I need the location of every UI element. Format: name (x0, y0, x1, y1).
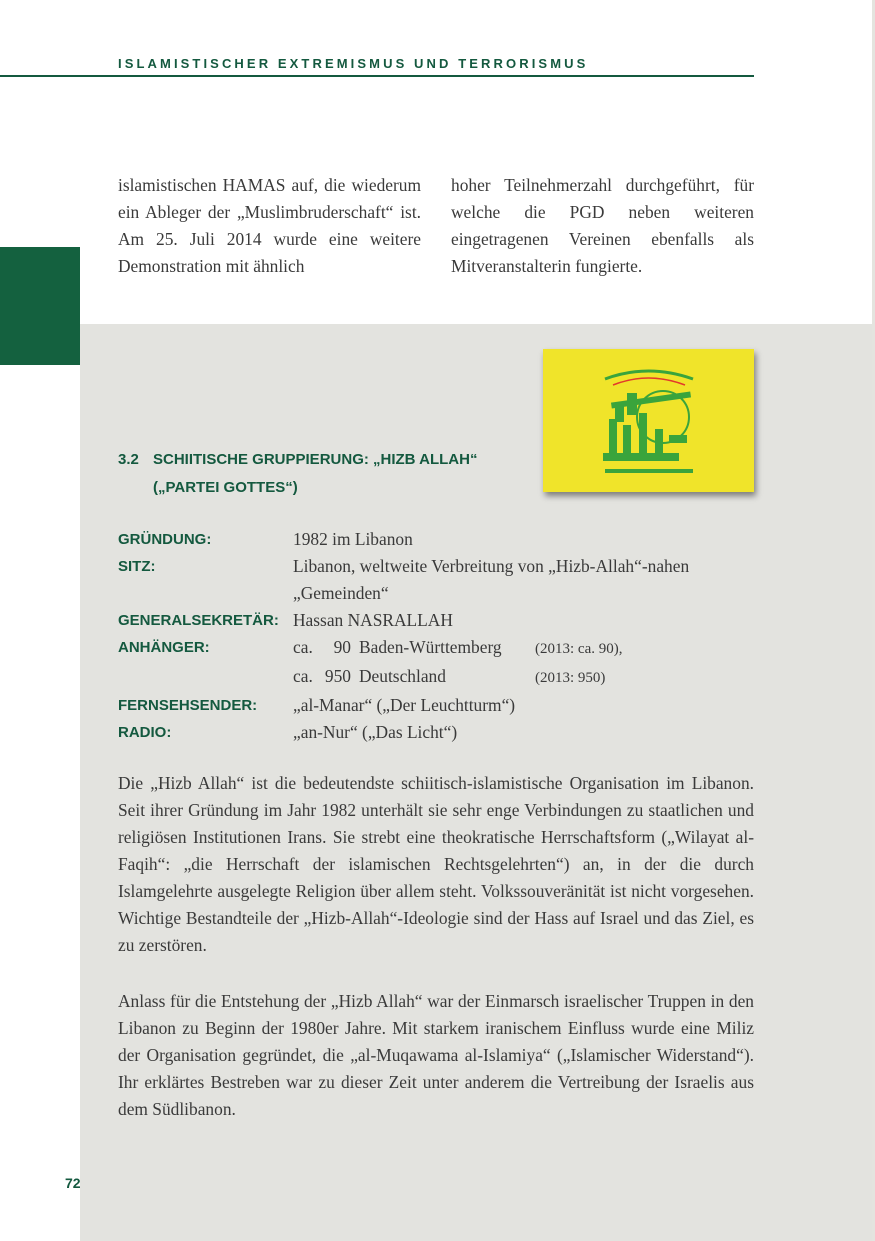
supporters-previous: (2013: ca. 90), (535, 641, 623, 657)
header-divider (0, 75, 754, 77)
seat-label: SITZ: (118, 558, 156, 575)
intro-column-right: hoher Teilnehmerzahl durchgeführt, für welche die PGD neben weiteren eingetragenen Vereinen ebenfalls als Mitveranstalterin fungierte. (451, 175, 754, 276)
tv-value: „al-Manar“ („Der Leuchtturm“) (293, 695, 516, 715)
fact-founding (118, 526, 758, 553)
secretary-label: GENERALSEKRETÄR: (118, 612, 279, 629)
supporters-region: Baden-Württemberg (359, 637, 502, 657)
flag-emblem (543, 349, 754, 492)
supporters-row (293, 663, 758, 692)
fact-tv (118, 692, 758, 719)
seat-value: Libanon, weltweite Verbreitung von „Hizb-Allah“-nahen „Gemeinden“ (293, 556, 690, 603)
fact-secretary (118, 607, 758, 634)
section-number: 3.2 (118, 451, 139, 468)
section-title-line2: („PARTEI GOTTES“) (153, 479, 298, 496)
fact-seat (118, 553, 758, 607)
tv-label: FERNSEHSENDER: (118, 697, 258, 714)
supporters-previous: (2013: 950) (535, 670, 606, 686)
fact-supporters (118, 634, 758, 692)
section-title-line1: SCHIITISCHE GRUPPIERUNG: „HIZB ALLAH“ (153, 451, 478, 468)
secretary-value: Hassan NASRALLAH (293, 610, 453, 630)
supporters-label: ANHÄNGER: (118, 639, 210, 656)
supporters-table (293, 634, 758, 692)
page-number: 72 (65, 1175, 81, 1191)
running-header: ISLAMISTISCHER EXTREMISMUS UND TERRORISMUS (118, 56, 589, 71)
supporters-region: Deutschland (359, 666, 446, 686)
supporters-prefix: ca. (293, 666, 313, 686)
chapter-tab (0, 247, 80, 365)
supporters-count: 950 (324, 666, 351, 686)
supporters-prefix: ca. (293, 637, 313, 657)
founding-label: GRÜNDUNG: (118, 531, 212, 548)
fact-sheet (118, 526, 758, 746)
body-paragraph-2: Anlass für die Entstehung der „Hizb Allah“ war der Einmarsch israelischer Truppen in den Libanon zu Beginn der 1980er Jahre. Mit starkem iranischem Einfluss wurde eine Miliz der Organisation gegründet, die „al-Muqawama al-Islamiya“ („Islamischer Widerstand“). Ihr erklärtes Bestreben war zu dieser Zeit unter anderem die Vertreibung der Israelis aus dem Südlibanon. (118, 991, 754, 1119)
body-paragraph-1: Die „Hizb Allah“ ist die bedeutendste schiitisch-islamistische Organisation im Libanon. Seit ihrer Gründung im Jahr 1982 unterhält sie sehr enge Verbindungen zu staatlichen und religiösen Institutionen Irans. Sie strebt eine theokratische Herrschaftsform („Wilayat al-Faqih“: „die Herrschaft der islamischen Rechtsgelehrten“) an, in der die durch Islamgelehrte ausgelegte Religion über allem steht. Volkssouveränität ist nicht vorgesehen. Wichtige Bestandteile der „Hizb-Allah“-Ideologie sind der Hass auf Israel und das Ziel, es zu zerstören. (118, 773, 754, 955)
supporters-row (293, 634, 758, 663)
fact-radio (118, 719, 758, 746)
radio-value: „an-Nur“ („Das Licht“) (293, 722, 458, 742)
intro-column-left: islamistischen HAMAS auf, die wiederum ein Ableger der „Muslimbruderschaft“ ist. Am 25. Juli 2014 wurde eine weitere Demonstration mit ähnlich (118, 175, 421, 276)
supporters-count: 90 (333, 637, 351, 657)
hizb-allah-flag-icon (543, 349, 754, 492)
section-heading (118, 446, 477, 502)
radio-label: RADIO: (118, 724, 172, 741)
founding-value: 1982 im Libanon (293, 529, 413, 549)
